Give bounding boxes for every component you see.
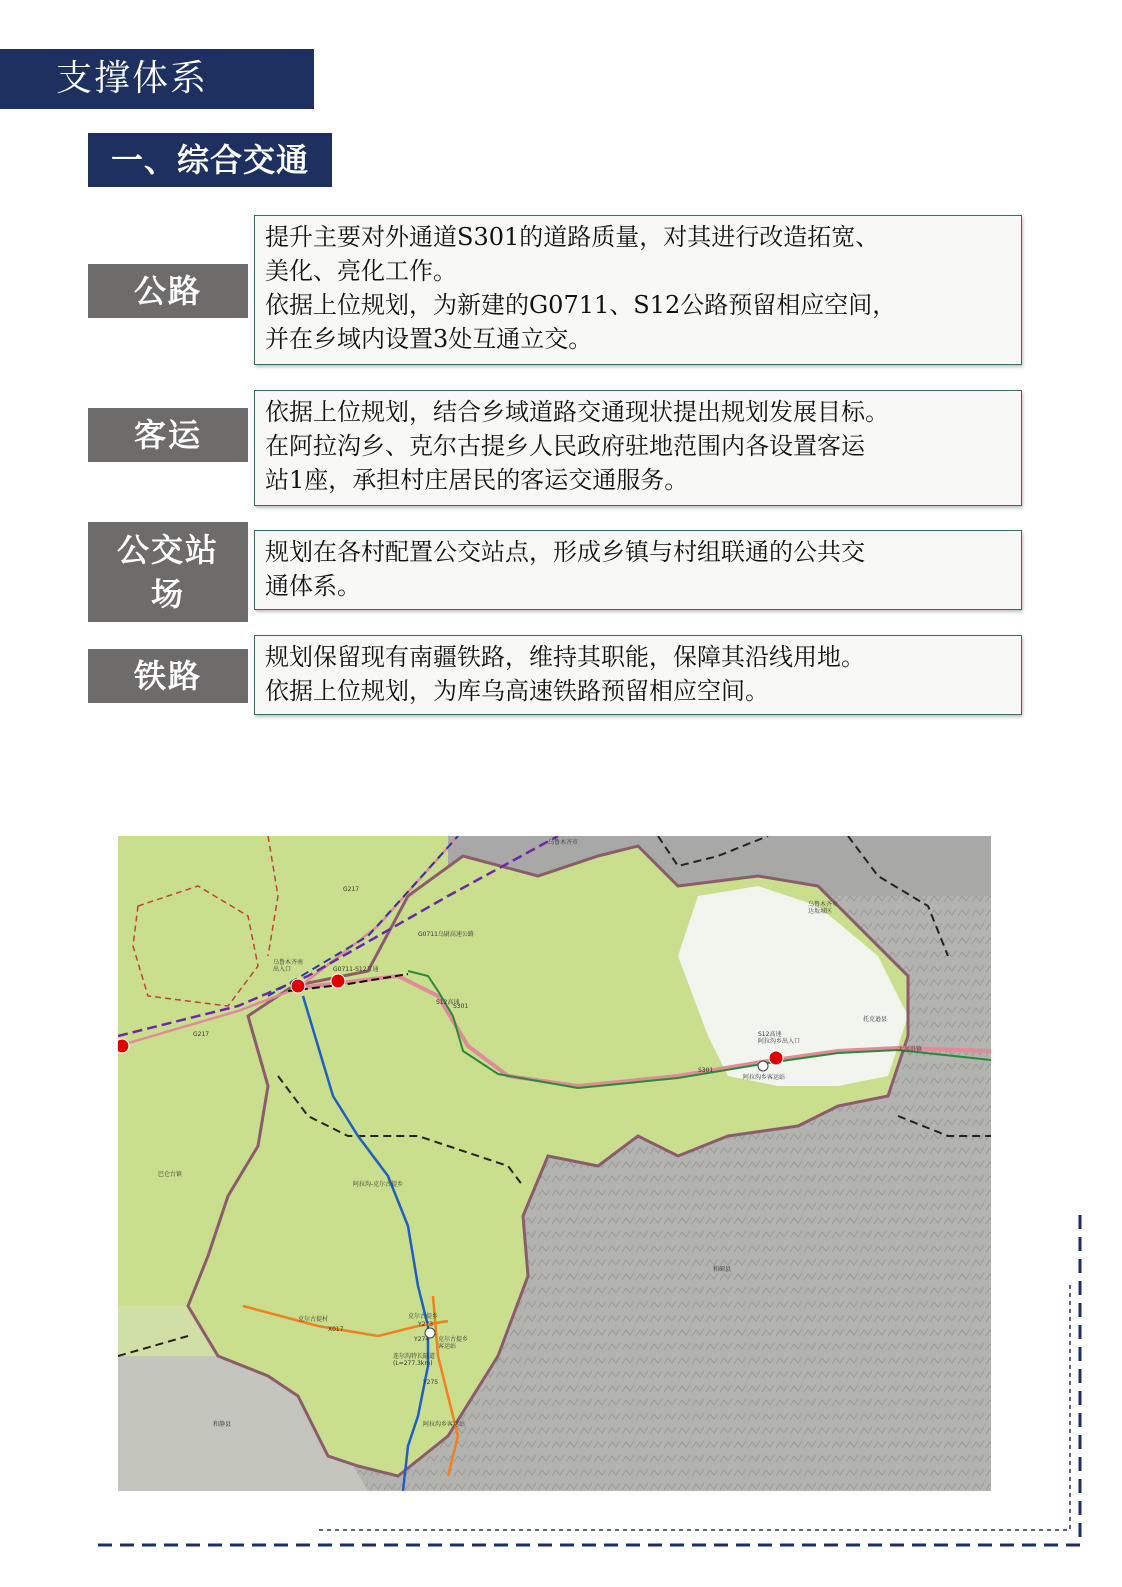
map-label: Y274 [414, 1336, 430, 1343]
category-text-passenger [254, 390, 1022, 506]
map-label: 克尔古提村 [298, 1316, 329, 1323]
map-label: G217 [343, 886, 360, 893]
map-label: 巴仑台镇 [158, 1171, 183, 1178]
map-label: 和硕县 [713, 1266, 732, 1273]
map-label: 连尔沟特长隧道(L=277.3km) [393, 1353, 436, 1367]
map-label: 阿拉沟-克尔古提乡 [353, 1181, 404, 1188]
text-line: 并在乡域内设置3处互通立交。 [265, 325, 593, 353]
map-label: 克尔古提乡 [408, 1313, 439, 1320]
text-line: 依据上位规划，为库乌高速铁路预留相应空间。 [265, 677, 769, 705]
map-label: S301 [453, 1003, 469, 1010]
map-label: 阿拉沟乡客运站 [423, 1421, 466, 1428]
interchange-marker [769, 1051, 783, 1065]
text-line: 依据上位规划，为新建的G0711、S12公路预留相应空间， [265, 291, 897, 319]
label-line: 公交站 [116, 531, 219, 569]
interchange-marker [118, 1039, 129, 1053]
category-text-bus [254, 530, 1022, 610]
map-label: 托克逊县 [863, 1016, 888, 1023]
map-label: 阿拉沟乡客运站 [743, 1074, 786, 1081]
map-label: Y273 [418, 1321, 434, 1328]
section-title: 一、综合交通 [88, 133, 332, 187]
interchange-marker [291, 979, 305, 993]
interchange-marker [331, 974, 345, 988]
map-label: 大河沿镇 [898, 1046, 923, 1053]
map-label: 乌鲁木齐市 [548, 839, 579, 846]
map-label: G0711乌尉高速公路 [418, 931, 474, 938]
category-text-highway [254, 215, 1022, 365]
map-label: S12高速 [436, 999, 460, 1006]
text-line: 依据上位规划，结合乡域道路交通现状提出规划发展目标。 [265, 398, 889, 426]
station-marker [758, 1061, 768, 1071]
map-label: Y275 [423, 1379, 439, 1386]
category-label-bus [88, 522, 248, 622]
category-text-railway [254, 635, 1022, 715]
map-label: 乌鲁木齐市达坂城区 [808, 901, 839, 915]
text-line: 在阿拉沟乡、克尔古提乡人民政府驻地范围内各设置客运 [265, 432, 865, 460]
map-label: 和静县 [213, 1421, 232, 1428]
text-line: 美化、亮化工作。 [265, 257, 457, 285]
category-label-highway: 公路 [88, 264, 248, 318]
label-line: 场 [150, 575, 185, 613]
map-label: X017 [328, 1326, 344, 1333]
category-label-passenger: 客运 [88, 408, 248, 462]
map-label: 乌鲁木齐南出入口 [273, 959, 304, 973]
map-label: S12高速阿拉沟乡出入口 [758, 1031, 801, 1045]
text-line: 规划在各村配置公交站点，形成乡镇与村组联通的公共交 [265, 538, 865, 566]
text-line: 通体系。 [265, 572, 361, 600]
map-label: G217 [193, 1031, 210, 1038]
map-label: S301 [698, 1067, 714, 1074]
map-label: G0711-S12互通 [333, 966, 379, 973]
text-line: 规划保留现有南疆铁路，维持其职能，保障其沿线用地。 [265, 643, 865, 671]
category-label-railway: 铁路 [88, 649, 248, 703]
page-header: 支撑体系 [0, 49, 314, 109]
text-line: 提升主要对外通道S301的道路质量，对其进行改造拓宽、 [265, 223, 880, 251]
decorative-dashed-frame [85, 1210, 1095, 1560]
map-label: 克尔古提乡客运站 [438, 1336, 469, 1350]
text-line: 站1座，承担村庄居民的客运交通服务。 [265, 466, 689, 494]
